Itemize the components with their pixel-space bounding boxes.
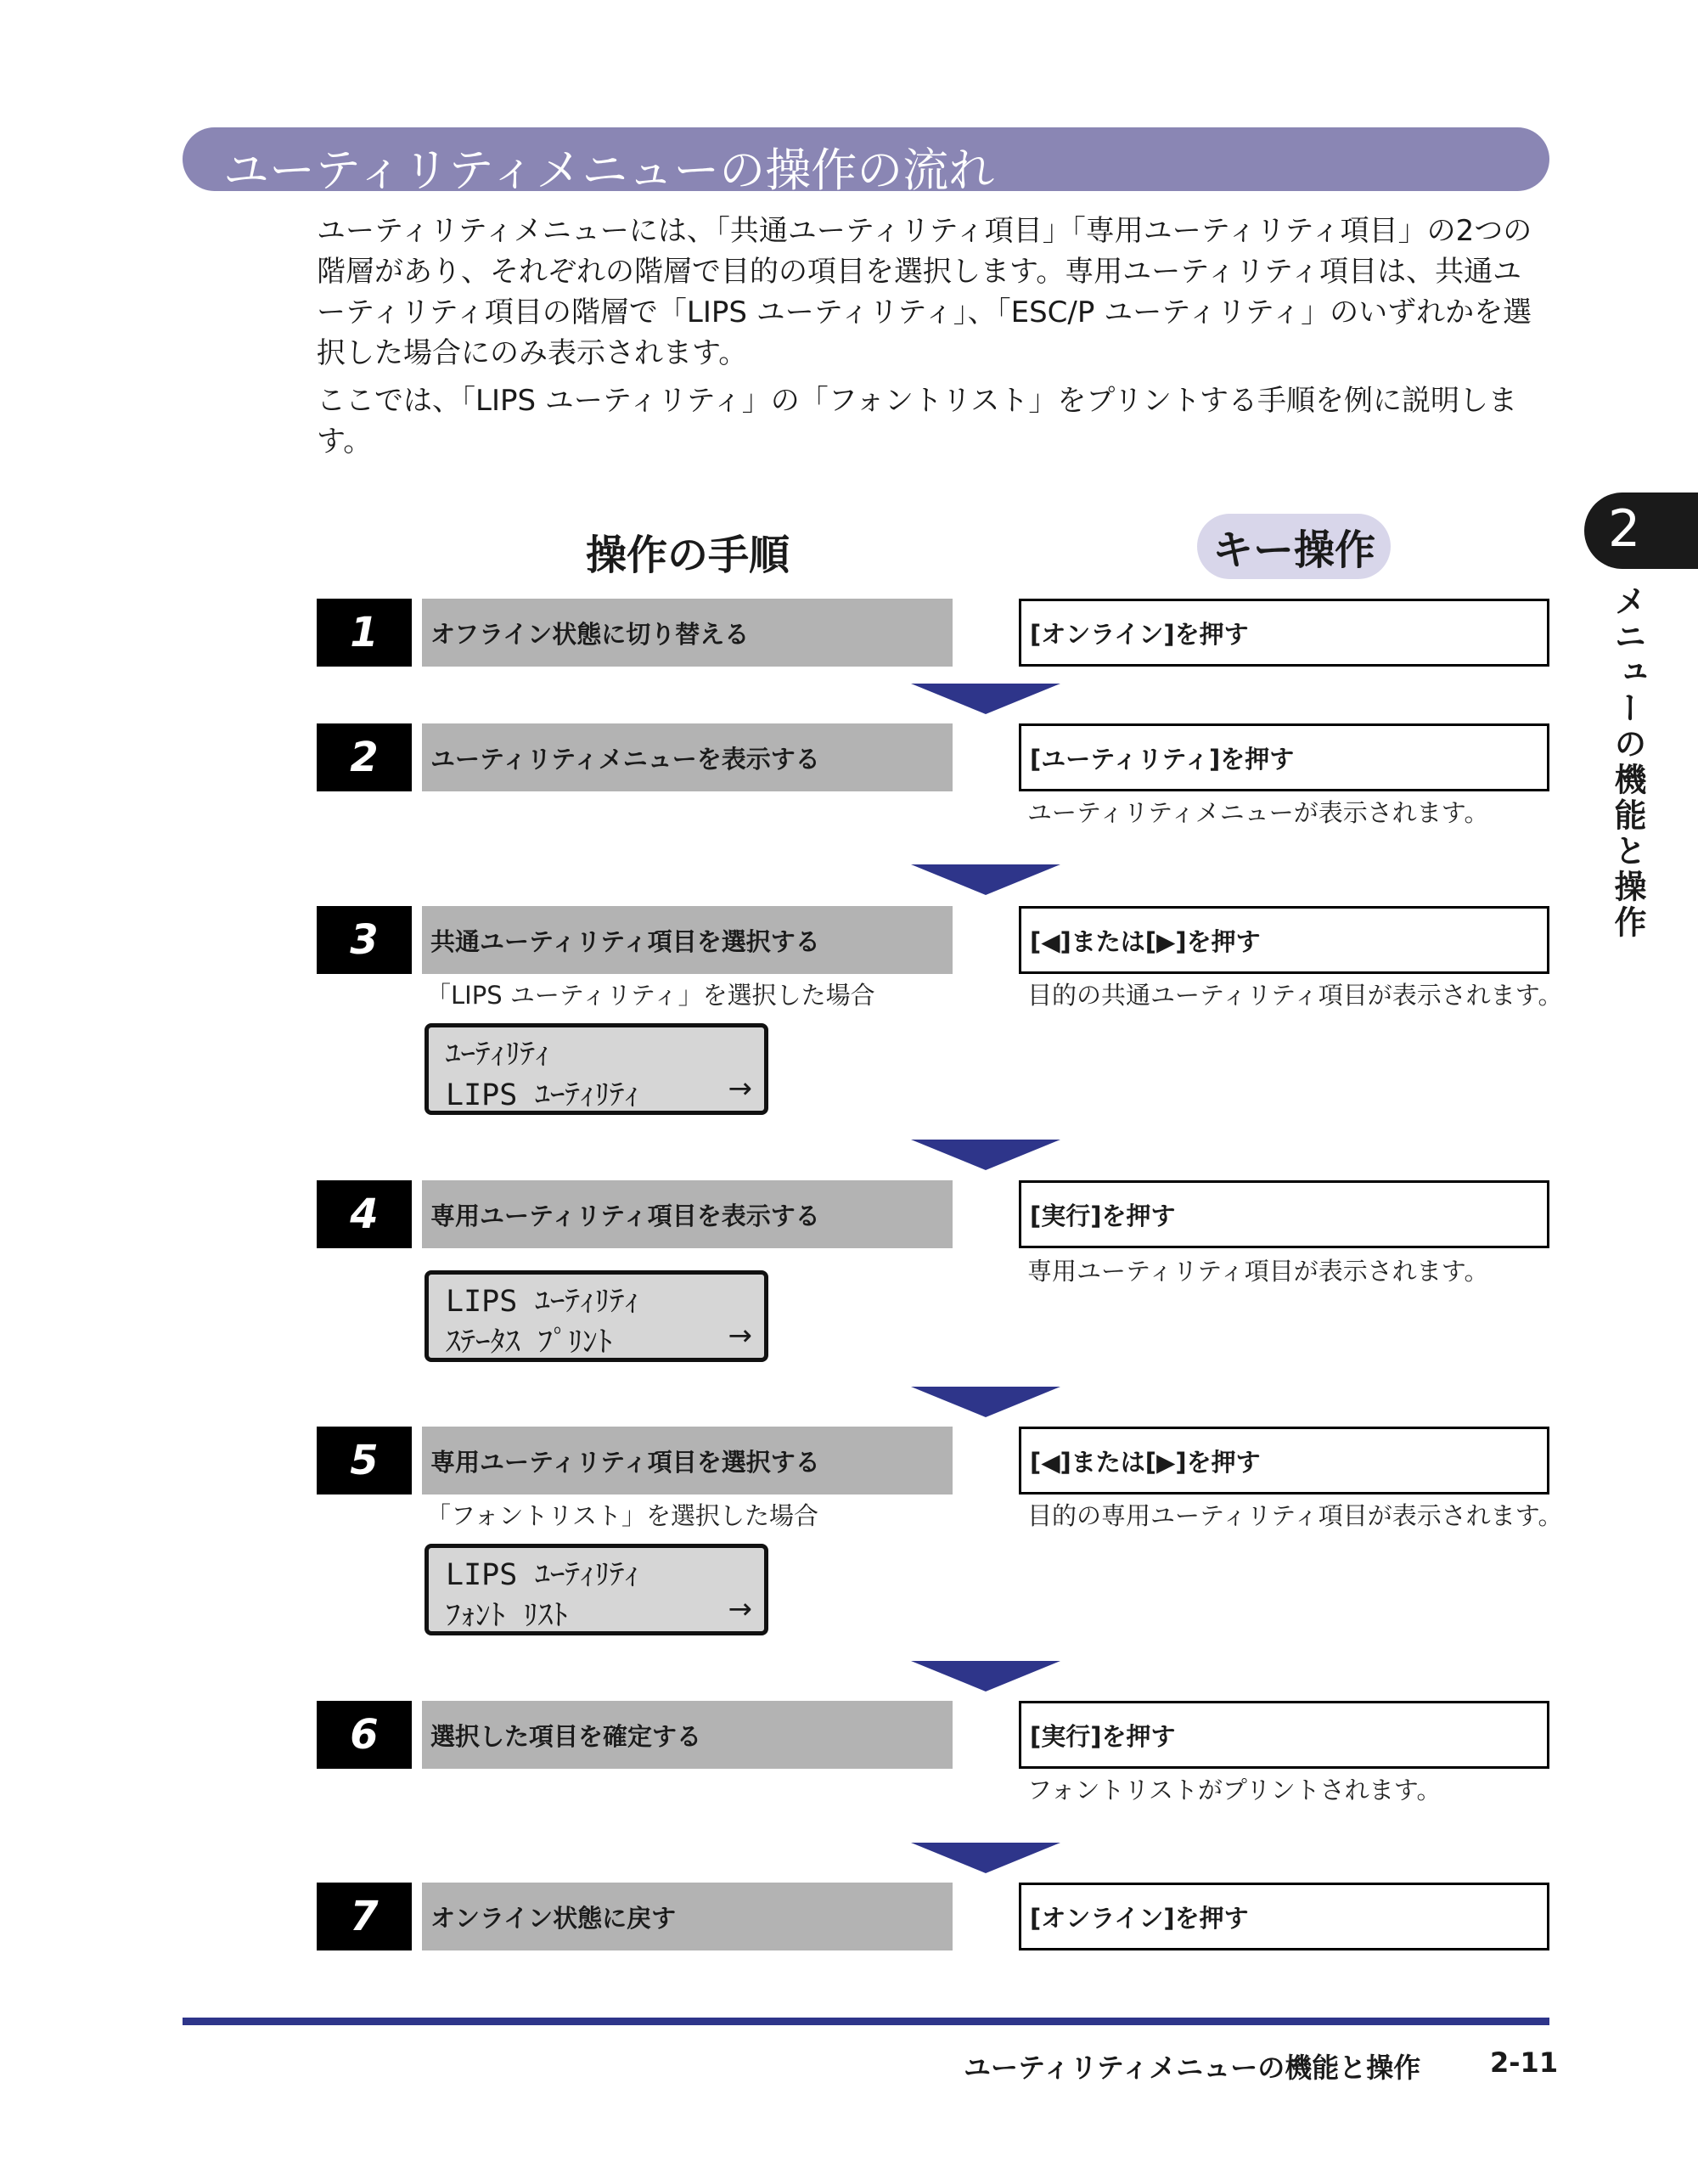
flow-arrow-icon — [911, 684, 1060, 714]
key-operation-box: [実行]を押す — [1019, 1701, 1549, 1769]
right-arrow-icon: → — [728, 1319, 752, 1353]
section-title-bar — [183, 127, 1549, 197]
keys-column-heading: キー操作 — [1197, 514, 1391, 579]
flow-arrow-icon — [911, 864, 1060, 895]
chapter-tab — [1584, 493, 1698, 569]
key-operation-box: [◀]または[▶]を押す — [1019, 906, 1549, 974]
key-operation-box: [オンライン]を押す — [1019, 1883, 1549, 1950]
lcd-line-2: LIPS ﾕｰﾃｨﾘﾃｨ — [446, 1078, 639, 1112]
intro-paragraph-1 — [317, 211, 1549, 374]
lcd-line-2: ﾌｫﾝﾄ ﾘｽﾄ — [446, 1599, 568, 1633]
selection-note: 「フォントリスト」を選択した場合 — [426, 1501, 818, 1530]
right-arrow-icon: → — [728, 1072, 752, 1106]
step-label: 専用ユーティリティ項目を選択する — [422, 1427, 953, 1494]
key-operation-box: [オンライン]を押す — [1019, 599, 1549, 667]
footer-section-title: ユーティリティメニューの機能と操作 — [964, 2052, 1421, 2084]
step-label: 専用ユーティリティ項目を表示する — [422, 1180, 953, 1248]
intro-text-1: ユーティリティメニューには、「共通ユーティリティ項目」「専用ユーティリティ項目」の2つの階層があり、それぞれの階層で目的の項目を選択します。専用ユーティリティ項目は、共通ユーティリティ項目の階層で「LIPS ユーティリティ」、「ESC/P ユーティリティ」のいずれかを選択した場合にのみ表示されます。 — [317, 214, 1532, 370]
key-operation-box: [実行]を押す — [1019, 1180, 1549, 1248]
page-number: 2-11 — [1490, 2046, 1559, 2079]
step-number: 6 — [317, 1701, 412, 1769]
step-number: 4 — [317, 1180, 412, 1248]
key-note: フォントリストがプリントされます。 — [1027, 1776, 1442, 1804]
step-number: 3 — [317, 906, 412, 974]
key-note: 目的の共通ユーティリティ項目が表示されます。 — [1027, 981, 1563, 1010]
lcd-display — [424, 1023, 768, 1115]
intro-text-2: ここでは、「LIPS ユーティリティ」の「フォントリスト」をプリントする手順を例に説明します。 — [317, 384, 1517, 459]
right-arrow-icon: → — [728, 1592, 752, 1626]
key-note: ユーティリティメニューが表示されます。 — [1027, 798, 1489, 827]
intro-paragraph-2 — [317, 380, 1549, 462]
key-note: 目的の専用ユーティリティ項目が表示されます。 — [1027, 1501, 1563, 1530]
step-label: ユーティリティメニューを表示する — [422, 723, 953, 791]
step-number: 7 — [317, 1883, 412, 1950]
step-label: 選択した項目を確定する — [422, 1701, 953, 1769]
step-label: 共通ユーティリティ項目を選択する — [422, 906, 953, 974]
lcd-line-1: LIPS ﾕｰﾃｨﾘﾃｨ — [446, 1558, 639, 1592]
key-operation-box: [◀]または[▶]を押す — [1019, 1427, 1549, 1494]
step-number: 1 — [317, 599, 412, 667]
lcd-line-1: LIPS ﾕｰﾃｨﾘﾃｨ — [446, 1285, 639, 1319]
chapter-number: 2 — [1608, 499, 1641, 559]
step-label: オンライン状態に戻す — [422, 1883, 953, 1950]
steps-column-heading: 操作の手順 — [586, 532, 790, 579]
lcd-line-2: ｽﾃｰﾀｽ ﾌﾟﾘﾝﾄ — [446, 1326, 613, 1359]
step-number: 2 — [317, 723, 412, 791]
lcd-line-1: ﾕｰﾃｨﾘﾃｨ — [446, 1038, 550, 1072]
step-label: オフライン状態に切り替える — [422, 599, 953, 667]
page-title: ユーティリティメニューの操作の流れ — [223, 144, 995, 197]
flow-arrow-icon — [911, 1843, 1060, 1873]
footer-divider — [183, 2018, 1549, 2025]
flow-arrow-icon — [911, 1387, 1060, 1417]
chapter-label: メニューの機能と操作 — [1609, 584, 1646, 941]
key-note: 専用ユーティリティ項目が表示されます。 — [1027, 1257, 1489, 1286]
lcd-display — [424, 1544, 768, 1635]
key-operation-box: [ユーティリティ]を押す — [1019, 723, 1549, 791]
lcd-display — [424, 1270, 768, 1362]
flow-arrow-icon — [911, 1661, 1060, 1691]
flow-arrow-icon — [911, 1140, 1060, 1170]
step-number: 5 — [317, 1427, 412, 1494]
selection-note: 「LIPS ユーティリティ」を選択した場合 — [426, 981, 875, 1010]
